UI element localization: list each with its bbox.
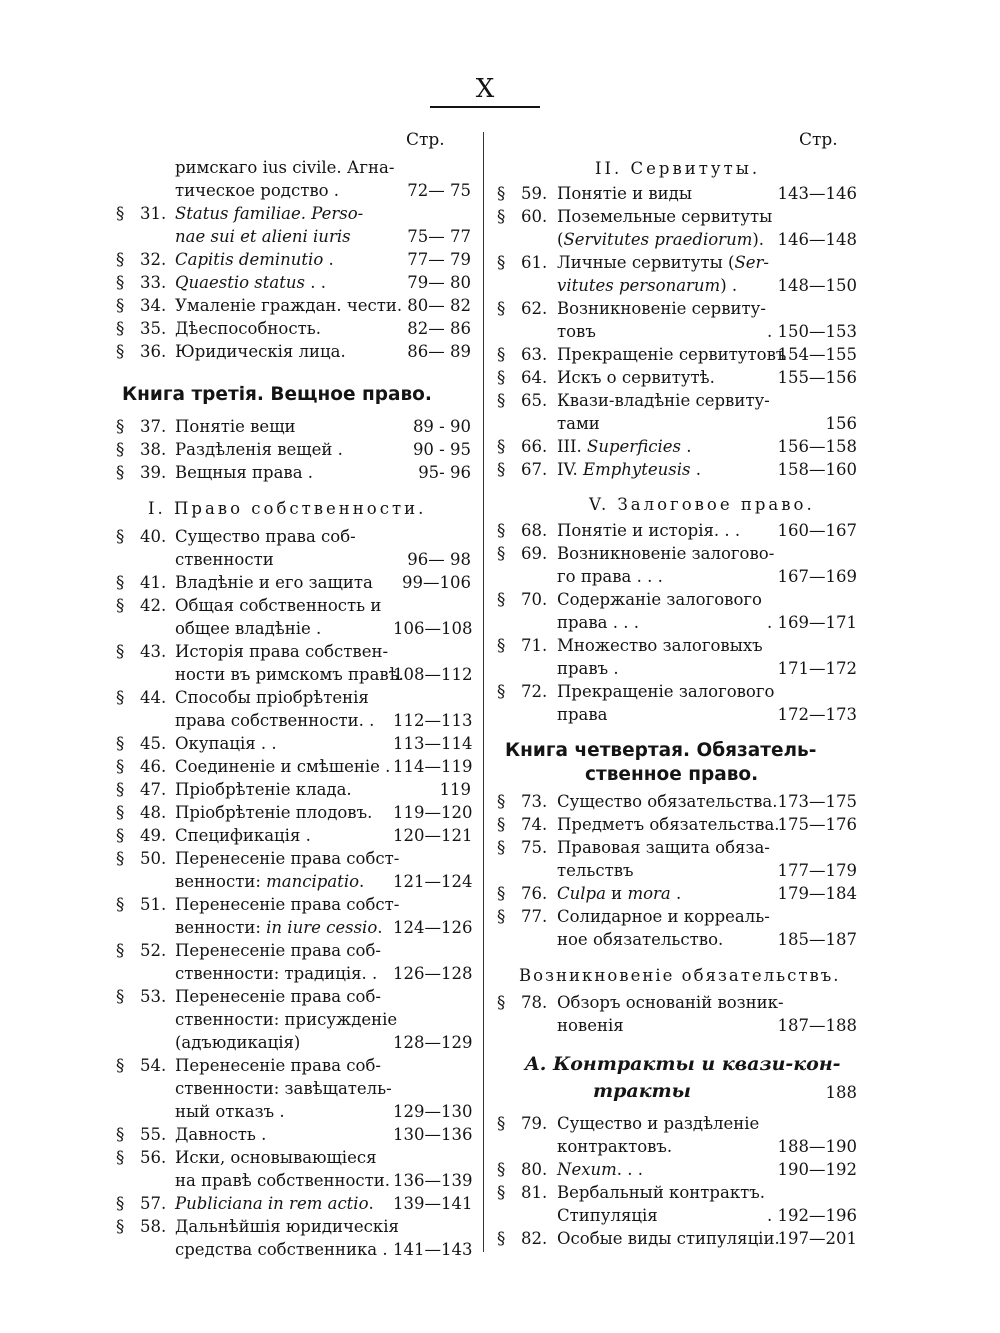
entry-text: Возникновеніе сервиту- bbox=[557, 299, 766, 318]
entry-text: Capitis deminutio . bbox=[175, 250, 334, 269]
entry-text: общее владѣніе . bbox=[175, 619, 322, 638]
entry-number: 53. bbox=[140, 987, 167, 1006]
section-sign: § bbox=[497, 460, 506, 479]
entry-number: 36. bbox=[140, 342, 167, 361]
toc-line: тическое родство . bbox=[175, 181, 340, 200]
entry-text: ственности bbox=[175, 550, 274, 569]
entry-number: 33. bbox=[140, 273, 167, 292]
entry-text: Спецификація . bbox=[175, 826, 311, 845]
entry-number: 73. bbox=[521, 792, 548, 811]
section-sign: § bbox=[497, 253, 506, 272]
entry-text: Личные сервитуты (Ser- bbox=[557, 253, 769, 272]
entry-pages: 160—167 bbox=[777, 521, 857, 540]
entry-text: Квази-владѣніе сервиту- bbox=[557, 391, 770, 410]
entry-text: контрактовъ. bbox=[557, 1137, 673, 1156]
page-number: X bbox=[475, 74, 495, 104]
entry-text: Предметъ обязательства. bbox=[557, 815, 780, 834]
entry-number: 78. bbox=[521, 993, 548, 1012]
entry-text: го права . . . bbox=[557, 567, 663, 586]
section-sign: § bbox=[497, 207, 506, 226]
section-sign: § bbox=[497, 437, 506, 456]
entry-text: Прекращеніе сервитутовъ bbox=[557, 345, 787, 364]
entry-text: (адъюдикація) bbox=[175, 1033, 301, 1052]
section-sign: § bbox=[116, 1217, 125, 1236]
entry-text: Понятіе вещи bbox=[175, 417, 296, 436]
entry-number: 37. bbox=[140, 417, 167, 436]
entry-text: ный отказъ . bbox=[175, 1102, 285, 1121]
entry-text: Возникновеніе залогово- bbox=[557, 544, 775, 563]
entry-number: 75. bbox=[521, 838, 548, 857]
section-sign: § bbox=[116, 895, 125, 914]
entry-text: Nexum. . . bbox=[557, 1160, 644, 1179]
entry-text: Перенесеніе права собст- bbox=[175, 895, 400, 914]
section-sign: § bbox=[116, 757, 125, 776]
section-sign: § bbox=[116, 780, 125, 799]
entry-number: 76. bbox=[521, 884, 548, 903]
entry-number: 80. bbox=[521, 1160, 548, 1179]
section-sign: § bbox=[116, 734, 125, 753]
entry-text: Давность . bbox=[175, 1125, 267, 1144]
entry-number: 63. bbox=[521, 345, 548, 364]
entry-text: Дальнѣйшія юридическія bbox=[175, 1217, 399, 1236]
entry-pages: 130—136 bbox=[393, 1125, 473, 1144]
book4-title-line1: Книга четвертая. Обязатель- bbox=[505, 740, 817, 761]
entry-text: Юридическія лица. bbox=[175, 342, 346, 361]
entry-text: Понятіе и исторія. . . bbox=[557, 521, 741, 540]
section1-title: I. Право собственности. bbox=[148, 499, 427, 518]
entry-number: 79. bbox=[521, 1114, 548, 1133]
entry-pages: 126—128 bbox=[393, 964, 473, 983]
section-sign: § bbox=[116, 1056, 125, 1075]
entry-text: Владѣніе и его защита bbox=[175, 573, 373, 592]
section-sign: § bbox=[497, 792, 506, 811]
entry-text: Перенесеніе права собст- bbox=[175, 849, 400, 868]
entry-text: Существо права соб- bbox=[175, 527, 356, 546]
entry-number: 74. bbox=[521, 815, 548, 834]
sectionA-title-line1: A. Контракты и квази-кон- bbox=[525, 1053, 841, 1075]
entry-pages: 113—114 bbox=[393, 734, 473, 753]
entry-pages: 136—139 bbox=[393, 1171, 473, 1190]
section-sign: § bbox=[116, 803, 125, 822]
entry-number: 51. bbox=[140, 895, 167, 914]
entry-text: ное обязательство. bbox=[557, 930, 724, 949]
entry-text: Общая собственность и bbox=[175, 596, 382, 615]
entry-number: 35. bbox=[140, 319, 167, 338]
section-sign: § bbox=[497, 590, 506, 609]
entry-pages: 187—188 bbox=[777, 1016, 857, 1035]
entry-text: III. Superficies . bbox=[557, 437, 692, 456]
entry-pages: 114—119 bbox=[393, 757, 473, 776]
entry-text: Содержаніе залогового bbox=[557, 590, 762, 609]
entry-text: средства собственника . bbox=[175, 1240, 388, 1259]
entry-text: Вербальный контрактъ. bbox=[557, 1183, 766, 1202]
section-sign: § bbox=[497, 636, 506, 655]
toc-line: римскаго ius civile. Агна- bbox=[175, 158, 395, 177]
entry-number: 68. bbox=[521, 521, 548, 540]
section-sign: § bbox=[497, 544, 506, 563]
entry-pages: 148—150 bbox=[777, 276, 857, 295]
entry-number: 43. bbox=[140, 642, 167, 661]
sectionA-title-line2: тракты bbox=[593, 1080, 691, 1102]
entry-text: Стипуляція bbox=[557, 1206, 658, 1225]
section-sign: § bbox=[116, 596, 125, 615]
entry-number: 49. bbox=[140, 826, 167, 845]
entry-text: Quaestio status . . bbox=[175, 273, 326, 292]
entry-text: Существо и раздѣленіе bbox=[557, 1114, 760, 1133]
section5-title: V. Залоговое право. bbox=[589, 495, 815, 514]
entry-text: Понятіе и виды bbox=[557, 184, 692, 203]
entry-number: 50. bbox=[140, 849, 167, 868]
section-sign: § bbox=[497, 838, 506, 857]
page-number-rule bbox=[430, 106, 540, 108]
entry-pages: 121—124 bbox=[393, 872, 473, 891]
entry-text: венности: in iure cessio. bbox=[175, 918, 383, 937]
entry-number: 77. bbox=[521, 907, 548, 926]
section-sign: § bbox=[497, 884, 506, 903]
entry-pages: 77— 79 bbox=[407, 250, 471, 269]
entry-pages: 139—141 bbox=[393, 1194, 473, 1213]
entry-number: 39. bbox=[140, 463, 167, 482]
section-sign: § bbox=[497, 299, 506, 318]
toc-pages: 72— 75 bbox=[407, 181, 471, 200]
entry-pages: 99—106 bbox=[402, 573, 471, 592]
entry-number: 55. bbox=[140, 1125, 167, 1144]
entry-pages: 82— 86 bbox=[407, 319, 471, 338]
entry-pages: . 192—196 bbox=[767, 1206, 857, 1225]
section-sign: § bbox=[497, 815, 506, 834]
entry-text: Перенесеніе права соб- bbox=[175, 941, 381, 960]
entry-pages: 190—192 bbox=[777, 1160, 857, 1179]
entry-number: 82. bbox=[521, 1229, 548, 1248]
entry-text: Пріобрѣтеніе клада. bbox=[175, 780, 352, 799]
section-sign: § bbox=[116, 527, 125, 546]
entry-text: (Servitutes praediorum). bbox=[557, 230, 765, 249]
column-divider bbox=[483, 132, 484, 1252]
entry-pages: 143—146 bbox=[777, 184, 857, 203]
entry-text: новенія bbox=[557, 1016, 624, 1035]
section-sign: § bbox=[116, 642, 125, 661]
section-sign: § bbox=[116, 1194, 125, 1213]
entry-text: Соединеніе и смѣшеніе . bbox=[175, 757, 391, 776]
entry-text: Обзоръ основаній возник- bbox=[557, 993, 784, 1012]
section-sign: § bbox=[116, 1125, 125, 1144]
entry-number: 56. bbox=[140, 1148, 167, 1167]
entry-number: 66. bbox=[521, 437, 548, 456]
entry-text: Culpa и mora . bbox=[557, 884, 682, 903]
entry-text: права bbox=[557, 705, 608, 724]
entry-pages: 197—201 bbox=[777, 1229, 857, 1248]
entry-text: венности: mancipatio. bbox=[175, 872, 365, 891]
entry-pages: 175—176 bbox=[777, 815, 857, 834]
entry-number: 71. bbox=[521, 636, 548, 655]
entry-pages: 119 bbox=[439, 780, 471, 799]
entry-number: 40. bbox=[140, 527, 167, 546]
entry-text: Иски, основывающіеся bbox=[175, 1148, 377, 1167]
entry-pages: 146—148 bbox=[777, 230, 857, 249]
section-sign: § bbox=[116, 463, 125, 482]
entry-number: 54. bbox=[140, 1056, 167, 1075]
entry-pages: 141—143 bbox=[393, 1240, 473, 1259]
entry-number: 58. bbox=[140, 1217, 167, 1236]
entry-number: 52. bbox=[140, 941, 167, 960]
entry-pages: 156—158 bbox=[777, 437, 857, 456]
entry-text: ственности: традиція. . bbox=[175, 964, 378, 983]
entry-text: Поземельные сервитуты bbox=[557, 207, 773, 226]
entry-text: IV. Emphyteusis . bbox=[557, 460, 701, 479]
entry-text: Множество залоговыхъ bbox=[557, 636, 763, 655]
entry-pages: 108—112 bbox=[393, 665, 473, 684]
entry-text: Искъ о сервитутѣ. bbox=[557, 368, 715, 387]
entry-pages: 173—175 bbox=[777, 792, 857, 811]
section-sign: § bbox=[497, 682, 506, 701]
entry-pages: 120—121 bbox=[393, 826, 473, 845]
entry-text: товъ bbox=[557, 322, 596, 341]
entry-text: Прекращеніе залогового bbox=[557, 682, 775, 701]
entry-number: 69. bbox=[521, 544, 548, 563]
entry-pages: 96— 98 bbox=[407, 550, 471, 569]
section-sign: § bbox=[497, 1229, 506, 1248]
entry-text: Умаленіе граждан. чести. bbox=[175, 296, 403, 315]
entry-pages: 80— 82 bbox=[407, 296, 471, 315]
entry-text: ственности: присужденіе bbox=[175, 1010, 398, 1029]
entry-number: 60. bbox=[521, 207, 548, 226]
section-sign: § bbox=[497, 993, 506, 1012]
entry-number: 72. bbox=[521, 682, 548, 701]
entry-pages: 119—120 bbox=[393, 803, 473, 822]
entry-pages: 158—160 bbox=[777, 460, 857, 479]
entry-text: vitutes personarum) . bbox=[557, 276, 738, 295]
section-sign: § bbox=[116, 296, 125, 315]
section-sign: § bbox=[116, 573, 125, 592]
section-sign: § bbox=[497, 521, 506, 540]
section-sign: § bbox=[116, 319, 125, 338]
section-sign: § bbox=[116, 1148, 125, 1167]
entry-number: 67. bbox=[521, 460, 548, 479]
entry-pages: 155—156 bbox=[777, 368, 857, 387]
section-sign: § bbox=[116, 826, 125, 845]
entry-text: Publiciana in rem actio. bbox=[175, 1194, 374, 1213]
entry-number: 47. bbox=[140, 780, 167, 799]
entry-pages: 172—173 bbox=[777, 705, 857, 724]
entry-text: Правовая защита обяза- bbox=[557, 838, 770, 857]
section-sign: § bbox=[116, 440, 125, 459]
entry-pages: 89 - 90 bbox=[412, 417, 471, 436]
entry-pages: . 150—153 bbox=[767, 322, 857, 341]
entry-text: Перенесеніе права соб- bbox=[175, 1056, 381, 1075]
section-sign: § bbox=[116, 342, 125, 361]
section-sign: § bbox=[116, 987, 125, 1006]
section-sign: § bbox=[116, 250, 125, 269]
section-sign: § bbox=[497, 368, 506, 387]
entry-pages: 128—129 bbox=[393, 1033, 473, 1052]
entry-number: 41. bbox=[140, 573, 167, 592]
entry-text: права . . . bbox=[557, 613, 639, 632]
entry-text: тельствъ bbox=[557, 861, 634, 880]
section-sign: § bbox=[116, 273, 125, 292]
entry-text: тами bbox=[557, 414, 600, 433]
entry-text: Способы пріобрѣтенія bbox=[175, 688, 369, 707]
entry-number: 32. bbox=[140, 250, 167, 269]
section-sign: § bbox=[497, 184, 506, 203]
entry-text: права собственности. . bbox=[175, 711, 375, 730]
column-header-right: Стр. bbox=[799, 130, 838, 150]
entry-pages: 179—184 bbox=[777, 884, 857, 903]
entry-pages: 185—187 bbox=[777, 930, 857, 949]
section-sign: § bbox=[497, 391, 506, 410]
entry-pages: 177—179 bbox=[777, 861, 857, 880]
section-sign: § bbox=[497, 1183, 506, 1202]
entry-pages: 95- 96 bbox=[418, 463, 471, 482]
entry-number: 61. bbox=[521, 253, 548, 272]
entry-text: Вещныя права . bbox=[175, 463, 314, 482]
entry-text: Окупація . . bbox=[175, 734, 277, 753]
sectionA-pages: 188 bbox=[825, 1083, 857, 1102]
section-sign: § bbox=[116, 941, 125, 960]
entry-number: 70. bbox=[521, 590, 548, 609]
entry-number: 44. bbox=[140, 688, 167, 707]
entry-text: Солидарное и корреаль- bbox=[557, 907, 770, 926]
section2-title: II. Сервитуты. bbox=[595, 159, 761, 178]
entry-pages: 112—113 bbox=[393, 711, 473, 730]
origin-title: Возникновеніе обязательствъ. bbox=[519, 966, 841, 985]
book4-title-line2: ственное право. bbox=[585, 764, 759, 785]
entry-text: правъ . bbox=[557, 659, 619, 678]
entry-pages: 124—126 bbox=[393, 918, 473, 937]
entry-number: 57. bbox=[140, 1194, 167, 1213]
section-sign: § bbox=[116, 688, 125, 707]
entry-text: Раздѣленія вещей . bbox=[175, 440, 343, 459]
column-header-left: Стр. bbox=[406, 130, 445, 150]
entry-number: 65. bbox=[521, 391, 548, 410]
entry-number: 81. bbox=[521, 1183, 548, 1202]
entry-number: 62. bbox=[521, 299, 548, 318]
entry-pages: 86— 89 bbox=[407, 342, 471, 361]
section-sign: § bbox=[116, 204, 125, 223]
entry-number: 64. bbox=[521, 368, 548, 387]
book3-title: Книга третія. Вещное право. bbox=[122, 384, 432, 405]
entry-number: 42. bbox=[140, 596, 167, 615]
entry-number: 34. bbox=[140, 296, 167, 315]
entry-number: 46. bbox=[140, 757, 167, 776]
entry-pages: 188—190 bbox=[777, 1137, 857, 1156]
section-sign: § bbox=[497, 1160, 506, 1179]
entry-text: Исторія права собствен- bbox=[175, 642, 389, 661]
entry-number: 59. bbox=[521, 184, 548, 203]
entry-pages: 167—169 bbox=[777, 567, 857, 586]
entry-pages: . 169—171 bbox=[767, 613, 857, 632]
entry-text: Дѣеспособность. bbox=[175, 319, 321, 338]
section-sign: § bbox=[116, 849, 125, 868]
entry-text: на правѣ собственности. bbox=[175, 1171, 391, 1190]
entry-text: Существо обязательства. bbox=[557, 792, 778, 811]
section-sign: § bbox=[497, 907, 506, 926]
entry-text: Пріобрѣтеніе плодовъ. bbox=[175, 803, 373, 822]
entry-pages: 79— 80 bbox=[407, 273, 471, 292]
entry-pages: 106—108 bbox=[393, 619, 473, 638]
section-sign: § bbox=[497, 345, 506, 364]
entry-text: ности въ римскомъ правѣ. bbox=[175, 665, 404, 684]
entry-number: 48. bbox=[140, 803, 167, 822]
entry-pages: 75— 77 bbox=[407, 227, 471, 246]
entry-number: 31. bbox=[140, 204, 167, 223]
entry-text: Перенесеніе права соб- bbox=[175, 987, 381, 1006]
section-sign: § bbox=[116, 417, 125, 436]
section-sign: § bbox=[497, 1114, 506, 1133]
entry-text: Особые виды стипуляціи. bbox=[557, 1229, 780, 1248]
entry-pages: 171—172 bbox=[777, 659, 857, 678]
entry-text: Status familiae. Perso- bbox=[175, 204, 364, 223]
entry-pages: 90 - 95 bbox=[412, 440, 471, 459]
entry-pages: 154—155 bbox=[777, 345, 857, 364]
entry-text: nae sui et alieni iuris bbox=[175, 227, 351, 246]
entry-pages: 156 bbox=[825, 414, 857, 433]
entry-number: 38. bbox=[140, 440, 167, 459]
entry-pages: 129—130 bbox=[393, 1102, 473, 1121]
entry-text: ственности: завѣщатель- bbox=[175, 1079, 392, 1098]
entry-number: 45. bbox=[140, 734, 167, 753]
